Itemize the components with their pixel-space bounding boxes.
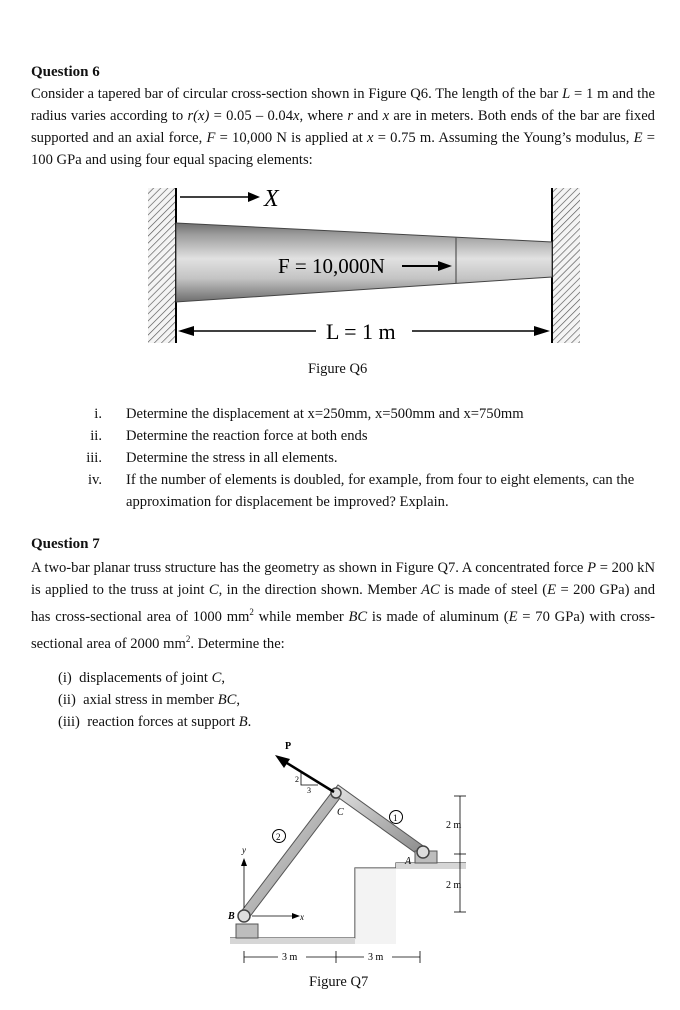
item-text: Determine the stress in all elements. <box>126 450 338 466</box>
x-axis-arrowhead <box>292 913 300 919</box>
item-text: Determine the displacement at x=250mm, x=500mm and x=750mm <box>126 406 524 422</box>
dim-bottom-label: 2 m <box>446 880 462 891</box>
slope-run-label: 3 <box>307 786 311 795</box>
dim-top-label: 2 m <box>446 820 462 831</box>
member-ac <box>332 785 426 856</box>
question-6-title: Question 6 <box>31 64 100 80</box>
figure-q6-caption: Figure Q6 <box>308 361 368 377</box>
length-dim-left-arrowhead <box>178 326 194 336</box>
question-6-intro: Consider a tapered bar of circular cross-section shown in Figure Q6. The length of the bar L = 1 m and the radius varies according to r(x) = 0.05 – 0.04x, where r and x are in meters. Both ends of the bar are fixed supported and an axial force, F = 10,000 N is applied at x = 0.75 m. Assuming the Young’s modulus, E = 100 GPa and using four equal spacing elements: <box>31 86 655 168</box>
dim-right-label: 3 m <box>368 952 384 963</box>
slope-rise-label: 2 <box>295 775 299 784</box>
x-axis-label: x <box>300 912 304 922</box>
list-item <box>54 403 644 425</box>
ground-base <box>230 938 355 944</box>
item-number: iv. <box>87 472 102 488</box>
figure-q7 <box>220 738 480 970</box>
list-item: (i) displacements of joint C, <box>58 670 226 686</box>
ground-outline <box>230 863 466 938</box>
list-item: (iii) reaction forces at support B. <box>58 714 252 730</box>
length-dim-right-arrowhead <box>534 326 550 336</box>
pin-a <box>417 846 429 858</box>
joint-c-label: C <box>337 807 344 818</box>
left-wall <box>148 188 176 343</box>
list-item <box>54 447 644 469</box>
member-bc <box>240 792 340 919</box>
item-number: iii. <box>86 450 102 466</box>
joint-c <box>331 788 341 798</box>
ground-step <box>355 868 396 944</box>
question-7-title: Question 7 <box>31 536 100 552</box>
list-item <box>54 469 644 513</box>
slope-triangle <box>301 773 318 785</box>
member-2-label: 2 <box>276 832 281 842</box>
force-p-arrowhead <box>275 755 290 768</box>
member-1-label: 1 <box>393 813 398 823</box>
dim-left-label: 3 m <box>282 952 298 963</box>
force-p-label: P <box>285 741 292 752</box>
figure-q6 <box>140 180 590 350</box>
right-wall <box>552 188 580 343</box>
question-6-items <box>54 403 644 513</box>
support-b <box>236 924 258 938</box>
item-text: If the number of elements is doubled, for example, from four to eight elements, can the approximation for displacement be improved? Explain. <box>126 472 635 510</box>
question-7-intro: A two-bar planar truss structure has the geometry as shown in Figure Q7. A concentrated force P = 200 kN is applied to the truss at joint C, in the direction shown. Member AC is made of steel (E = 200 GPa) and has cross-sectional area of 1000 $mm^2$ while member BC is made of aluminum (E = 70 GPa) with cross-sectional area of 2000 $mm^2$. Determine the: <box>31 560 656 652</box>
item-number: i. <box>94 406 102 422</box>
y-axis-label: y <box>242 845 246 855</box>
x-axis-arrowhead <box>248 192 260 202</box>
x-axis-label: X <box>264 186 279 212</box>
list-item: (ii) axial stress in member BC, <box>58 692 241 708</box>
joint-b-label: B <box>228 911 235 922</box>
length-label: L = 1 m <box>326 319 396 344</box>
question-7-items <box>58 667 251 733</box>
figure-q7-caption: Figure Q7 <box>309 974 369 990</box>
list-item <box>54 425 644 447</box>
item-text: Determine the reaction force at both ends <box>126 428 368 444</box>
joint-a-label: A <box>405 856 412 867</box>
pin-b <box>238 910 250 922</box>
y-axis-arrowhead <box>241 858 247 866</box>
force-label: F = 10,000N <box>278 254 385 278</box>
item-number: ii. <box>90 428 102 444</box>
